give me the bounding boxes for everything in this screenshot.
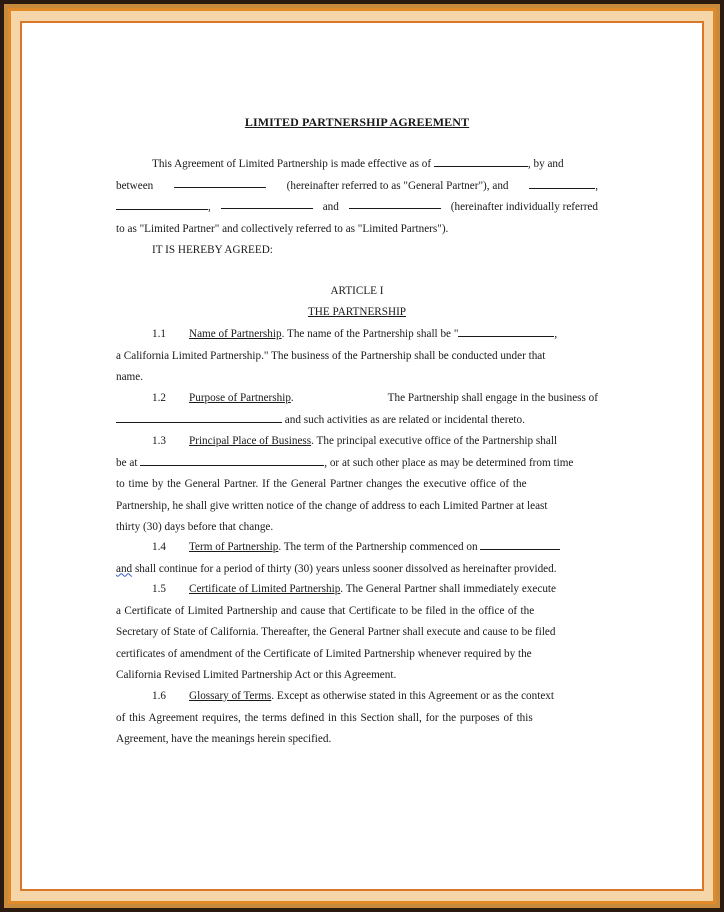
business-purpose-blank[interactable] — [116, 411, 282, 423]
intro-paragraph: This Agreement of Limited Partnership is made effective as of , by and between (hereinafter referred to as "General Partner"), and , , and (hereinafter individually referred to as "Limited Partner" and collectively referred to as "Limited Partners"). IT IS HEREBY AGREED: — [116, 154, 598, 262]
limited-partner-blank-4[interactable] — [349, 197, 441, 209]
document-title: LIMITED PARTNERSHIP AGREEMENT — [244, 115, 470, 129]
article-heading: THE PARTNERSHIP — [307, 306, 407, 318]
section-heading: Certificate of Limited Partnership — [189, 583, 341, 595]
section-heading: Term of Partnership — [189, 541, 279, 553]
section-heading: Name of Partnership — [189, 328, 282, 340]
limited-partner-blank-2[interactable] — [116, 198, 208, 210]
commencement-date-blank[interactable] — [480, 538, 560, 550]
effective-date-blank[interactable] — [434, 155, 528, 167]
section-heading: Purpose of Partnership — [189, 392, 291, 404]
office-address-blank[interactable] — [140, 454, 324, 466]
limited-partner-blank-1[interactable] — [529, 177, 595, 189]
general-partner-blank[interactable] — [174, 176, 266, 188]
partnership-name-blank[interactable] — [458, 325, 554, 337]
section-1-2: 1.2 Purpose of Partnership. The Partnership shall engage in the business of and such activities as are related or incidental thereto. — [116, 388, 598, 431]
section-1-5: 1.5 Certificate of Limited Partnership. The General Partner shall immediately execute a Certificate of Limited Partnership and cause that Certificate to be filed in the office of the Secretary of State of California. Thereafter, the General Partner shall execute and cause to be filed certificates of amendment of the Certificate of Limited Partnership whenever required by the California Revised Limited Partnership Act or this Agreement. — [116, 583, 556, 682]
section-heading: Glossary of Terms — [189, 690, 272, 702]
article-number: ARTICLE I — [330, 285, 384, 297]
section-1-6: 1.6 Glossary of Terms. Except as otherwise stated in this Agreement or as the context of this Agreement requires, the terms defined in this Section shall, for the purposes of this Agreement, have the meanings herein specified. — [116, 690, 555, 746]
document-body — [116, 0, 598, 912]
agreed-statement: IT IS HEREBY AGREED: — [152, 244, 273, 257]
section-1-4: 1.4 Term of Partnership. The term of the Partnership commenced on and shall continue for a period of thirty (30) years unless sooner dissolved as hereinafter provided. — [116, 537, 598, 580]
section-1-1: 1.1 Name of Partnership. The name of the Partnership shall be " , a California Limited Partnership." The business of the Partnership shall be conducted under that name. — [116, 324, 598, 389]
section-1-3: 1.3 Principal Place of Business. The principal executive office of the Partnership shall be at , or at such other place as may be determined from time to time by the General Partner. If the General Partner changes the executive office of the Partnership, he shall give written notice of the change of address to each Limited Partner at least thirty (30) days before that change. — [116, 435, 574, 534]
limited-partner-blank-3[interactable] — [221, 197, 313, 209]
section-heading: Principal Place of Business — [189, 435, 312, 447]
